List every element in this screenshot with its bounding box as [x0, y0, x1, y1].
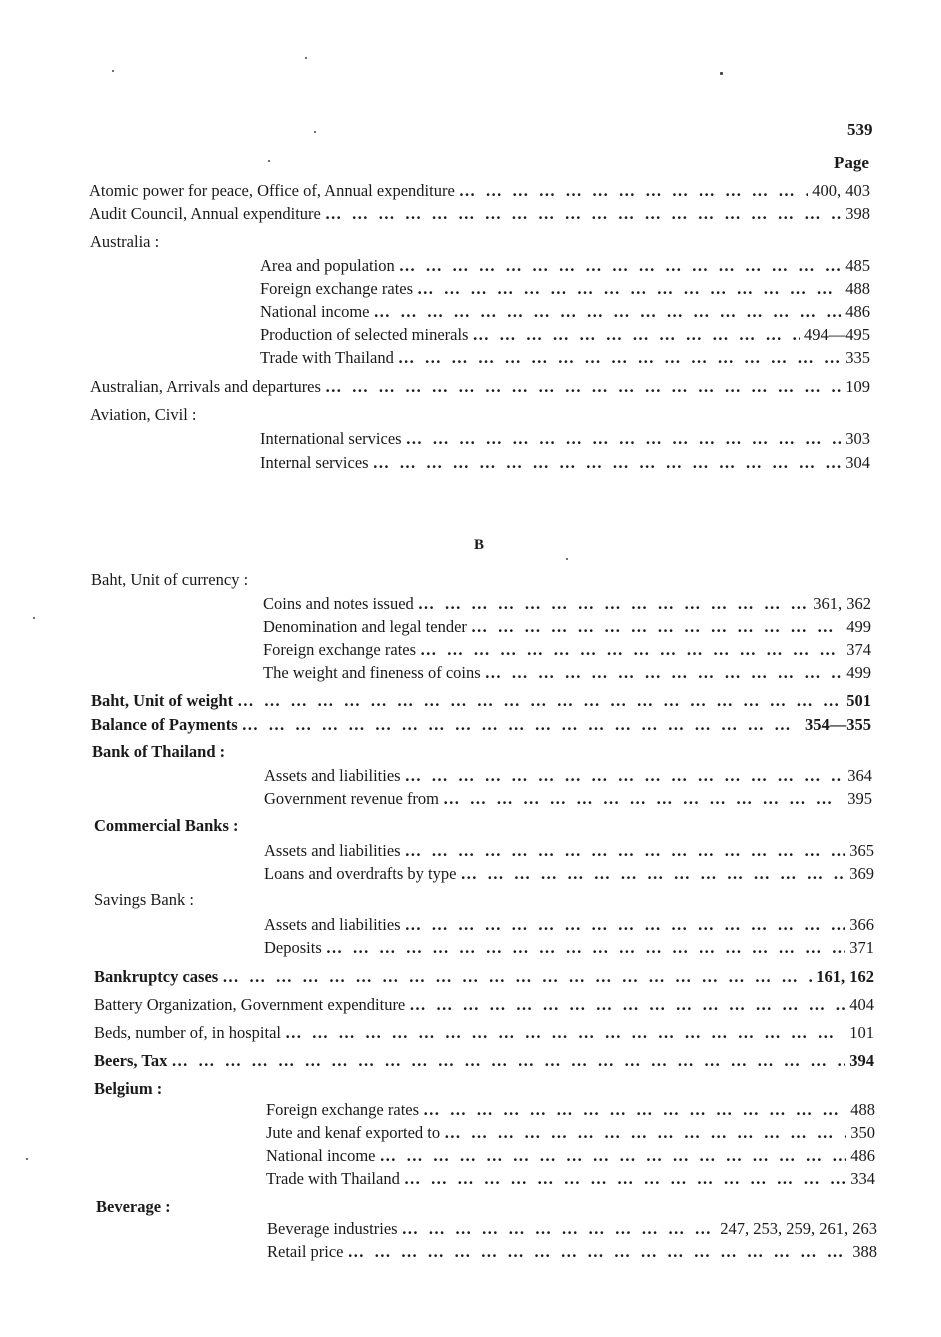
entry-label: Bankruptcy cases	[94, 967, 219, 986]
entry-page: 369	[849, 864, 874, 883]
scan-speck	[268, 160, 270, 162]
entry-label: Deposits	[264, 938, 322, 957]
entry-label: Assets and liabilities	[264, 766, 401, 785]
scan-speck	[720, 72, 723, 75]
dot-leader	[325, 203, 841, 225]
dot-leader	[444, 1122, 846, 1144]
scan-speck	[112, 70, 114, 72]
index-heading: Bank of Thailand :	[92, 742, 226, 761]
dot-leader	[406, 428, 842, 450]
index-entry	[94, 1022, 874, 1044]
index-heading: Australia :	[90, 232, 160, 251]
entry-page: 365	[849, 841, 874, 860]
entry-label: Coins and notes issued	[263, 594, 414, 613]
dot-leader	[348, 1241, 849, 1263]
dot-leader	[417, 278, 841, 300]
entry-label: Baht, Unit of weight	[91, 691, 234, 710]
dot-leader	[404, 1168, 846, 1190]
section-letter: B	[474, 537, 485, 553]
entry-label: Audit Council, Annual expenditure	[89, 204, 321, 223]
entry-page: 501	[846, 691, 871, 710]
index-subentry	[260, 428, 870, 450]
dot-leader	[423, 1099, 846, 1121]
index-entry	[89, 180, 870, 202]
entry-page: 486	[850, 1146, 875, 1165]
index-subentry	[260, 301, 870, 323]
entry-label: International services	[260, 429, 402, 448]
index-subentry	[267, 1218, 877, 1240]
index-heading: Beverage :	[96, 1197, 171, 1216]
index-subentry	[263, 593, 871, 615]
index-subentry	[264, 914, 874, 936]
scan-speck	[566, 558, 568, 560]
entry-page: 354—355	[805, 715, 871, 734]
dot-leader	[418, 593, 809, 615]
entry-page: 400, 403	[812, 181, 870, 200]
dot-leader	[373, 452, 842, 474]
scan-speck	[305, 57, 307, 59]
index-entry	[91, 714, 871, 736]
dot-leader	[405, 840, 846, 862]
index-subentry	[260, 278, 870, 300]
scan-speck	[314, 131, 316, 133]
index-subentry	[263, 616, 871, 638]
entry-label: The weight and fineness of coins	[263, 663, 481, 682]
entry-label: Jute and kenaf exported to	[266, 1123, 441, 1142]
page-column-header: Page	[834, 153, 869, 172]
dot-leader	[237, 690, 842, 712]
entry-label: Area and population	[260, 256, 395, 275]
dot-leader	[443, 788, 843, 810]
index-entry	[94, 966, 874, 988]
index-subentry	[264, 788, 872, 810]
entry-label: Beds, number of, in hospital	[94, 1023, 281, 1042]
entry-page: 488	[845, 279, 870, 298]
dot-leader	[459, 180, 808, 202]
dot-leader	[222, 966, 812, 988]
entry-page: 499	[846, 663, 871, 682]
entry-label: National income	[260, 302, 370, 321]
dot-leader	[326, 937, 846, 959]
dot-leader	[420, 639, 842, 661]
dot-leader	[380, 1145, 847, 1167]
entry-label: Government revenue from	[264, 789, 440, 808]
entry-label: Foreign exchange rates	[263, 640, 417, 659]
index-subentry	[267, 1241, 877, 1263]
scan-speck	[33, 617, 35, 619]
page-number: 539	[847, 120, 873, 139]
entry-label: Production of selected minerals	[260, 325, 469, 344]
index-heading: Savings Bank :	[94, 890, 194, 909]
index-entry	[94, 1050, 874, 1072]
entry-page: 395	[847, 789, 872, 808]
index-subentry	[264, 840, 874, 862]
index-heading: Baht, Unit of currency :	[91, 570, 249, 589]
entry-page: 161, 162	[816, 967, 874, 986]
entry-page: 488	[850, 1100, 875, 1119]
index-subentry	[266, 1168, 875, 1190]
dot-leader	[409, 994, 845, 1016]
index-subentry	[264, 937, 874, 959]
entry-page: 499	[846, 617, 871, 636]
dot-leader	[472, 324, 800, 346]
dot-leader	[171, 1050, 845, 1072]
entry-label: Balance of Payments	[91, 715, 238, 734]
entry-label: Loans and overdrafts by type	[264, 864, 457, 883]
dot-leader	[485, 662, 843, 684]
index-subentry	[264, 765, 872, 787]
dot-leader	[325, 376, 841, 398]
entry-label: Internal services	[260, 453, 369, 472]
dot-leader	[374, 301, 842, 323]
dot-leader	[242, 714, 801, 736]
entry-page: 404	[849, 995, 874, 1014]
dot-leader	[402, 1218, 717, 1240]
entry-page: 494—495	[804, 325, 870, 344]
entry-page: 371	[849, 938, 874, 957]
index-subentry	[260, 452, 870, 474]
dot-leader	[405, 914, 846, 936]
entry-page: 374	[846, 640, 871, 659]
entry-page: 109	[845, 377, 870, 396]
entry-page: 388	[852, 1242, 877, 1261]
index-entry	[94, 994, 874, 1016]
dot-leader	[399, 255, 842, 277]
scan-speck	[26, 1158, 28, 1160]
entry-page: 485	[845, 256, 870, 275]
index-subentry	[266, 1099, 875, 1121]
entry-page: 335	[845, 348, 870, 367]
entry-label: Assets and liabilities	[264, 915, 401, 934]
index-heading: Belgium :	[94, 1079, 163, 1098]
dot-leader	[460, 863, 845, 885]
dot-leader	[285, 1022, 845, 1044]
entry-page: 486	[845, 302, 870, 321]
entry-page: 303	[845, 429, 870, 448]
entry-page: 361, 362	[813, 594, 871, 613]
index-subentry	[264, 863, 874, 885]
entry-label: Retail price	[267, 1242, 344, 1261]
index-heading: Commercial Banks :	[94, 816, 239, 835]
entry-label: National income	[266, 1146, 376, 1165]
index-entry	[89, 203, 870, 225]
entry-page: 247, 253, 259, 261, 263	[720, 1219, 877, 1238]
entry-page: 334	[850, 1169, 875, 1188]
index-entry	[91, 690, 871, 712]
entry-page: 394	[849, 1051, 874, 1070]
index-subentry	[263, 639, 871, 661]
entry-label: Foreign exchange rates	[266, 1100, 420, 1119]
index-entry	[90, 376, 870, 398]
index-subentry	[266, 1122, 875, 1144]
entry-page: 304	[845, 453, 870, 472]
dot-leader	[398, 347, 841, 369]
index-heading: Aviation, Civil :	[90, 405, 197, 424]
entry-label: Beverage industries	[267, 1219, 398, 1238]
entry-label: Battery Organization, Government expenditure	[94, 995, 406, 1014]
index-subentry	[263, 662, 871, 684]
entry-page: 101	[849, 1023, 874, 1042]
index-subentry	[260, 255, 870, 277]
entry-label: Trade with Thailand	[266, 1169, 400, 1188]
dot-leader	[405, 765, 844, 787]
dot-leader	[471, 616, 842, 638]
entry-page: 398	[845, 204, 870, 223]
entry-label: Trade with Thailand	[260, 348, 394, 367]
entry-label: Foreign exchange rates	[260, 279, 414, 298]
entry-page: 364	[847, 766, 872, 785]
index-subentry	[266, 1145, 875, 1167]
entry-label: Beers, Tax	[94, 1051, 168, 1070]
index-subentry	[260, 347, 870, 369]
entry-label: Atomic power for peace, Office of, Annual expenditure	[89, 181, 455, 200]
entry-page: 350	[850, 1123, 875, 1142]
entry-page: 366	[849, 915, 874, 934]
entry-label: Denomination and legal tender	[263, 617, 467, 636]
entry-label: Australian, Arrivals and departures	[90, 377, 321, 396]
entry-label: Assets and liabilities	[264, 841, 401, 860]
index-subentry	[260, 324, 870, 346]
